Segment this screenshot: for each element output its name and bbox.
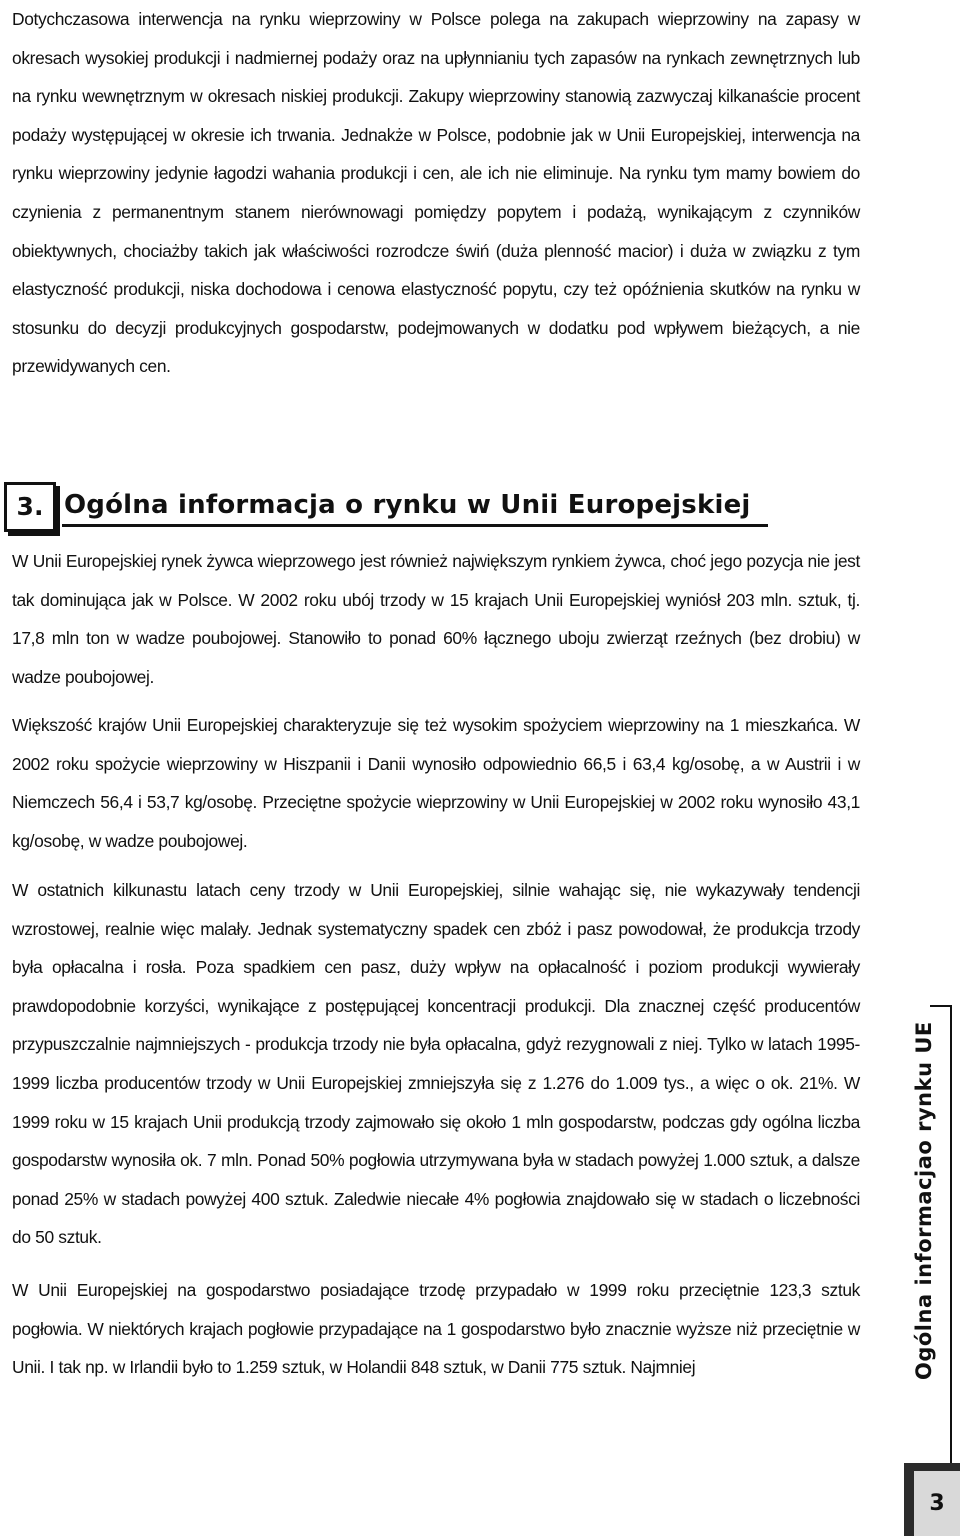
paragraph-prices-production: W ostatnich kilkunastu latach ceny trzody w Unii Europejskiej, silnie wahając się, nie wykazywały tendencji wzrostowej, realnie więc malały. Jednak systematyczny spadek cen zbóż i pasz powodował, że produkcja trzody była opłacalna i rosła. Poza spadkiem cen pasz, duży wpływ na opłacalność i poziom produkcji wywierały prawdopodobnie korzyści, wynikające z postępującej koncentracji produkcji. Dla znacznej część producentów przypuszczalnie najmniejszych - produkcja trzody nie była opłacalna, gdyż rezygnowali z niej. Tylko w latach 1995-1999 liczba producentów trzody w Unii Europejskiej zmniejszyła się z 1.276 do 1.009 tys., a więc o ok. 21%. W 1999 roku w 15 krajach Unii produkcją trzody zajmowało się około 1 mln gospodarstw, podczas gdy ogólna liczba gospodarstw wynosiła ok. 7 mln. Ponad 50% pogłowia utrzymywana była w stadach powyżej 1.000 sztuk, a dalsze ponad 25% w stadach powyżej 400 sztuk. Zaledwie niecałe 4% pogłowia znajdowało się w stadach o liczebności do 50 sztuk. xyxy=(12,880,860,1248)
paragraph-consumption: Większość krajów Unii Europejskiej charakteryzuje się też wysokim spożyciem wieprzowiny na 1 mieszkańca. W 2002 roku spożycie wieprzowiny w Hiszpanii i Danii wynosiło odpowiednio 66,5 i 63,4 kg/osobę, a w Austrii i w Niemczech 56,4 i 53,7 kg/osobę. Przeciętne spożycie wieprzowiny w Unii Europejskiej w 2002 roku wynosiło 43,1 kg/osobę, w wadze poubojowej. xyxy=(12,715,860,851)
paragraph-herd-size: W Unii Europejskiej na gospodarstwo posiadające trzodę przypadało w 1999 roku przeciętnie 123,3 sztuk pogłowia. W niektórych krajach pogłowie przypadające na 1 gospodarstwo było znacznie wyższe niż przeciętnie w Unii. I tak np. w Irlandii było to 1.259 sztuk, w Holandii 848 sztuk, w Danii 775 sztuk. Najmniej xyxy=(12,1280,860,1378)
sidebar-rule xyxy=(950,1005,952,1465)
page-number-tab xyxy=(904,1463,960,1536)
sidebar-chapter-text: Ogólna informacjao rynku UE xyxy=(912,1021,936,1380)
sidebar-rule-cap xyxy=(930,1005,952,1007)
sidebar-chapter-label xyxy=(905,1020,945,1380)
intro-paragraph: Dotychczasowa interwencja na rynku wieprzowiny w Polsce polega na zakupach wieprzowiny na zapasy w okresach wysokiej produkcji i nadmiernej podaży oraz na upłynnianiu tych zapasów na rynkach zewnętrznych lub na rynku wewnętrznym w okresach niskiej produkcji. Zakupy wieprzowiny stanowią zazwyczaj kilkanaście procent podaży występującej w okresie ich trwania. Jednakże w Polsce, podobnie jak w Unii Europejskiej, interwencja na rynku wieprzowiny jedynie łagodzi wahania produkcji i cen, ale ich nie eliminuje. Na rynku tym mamy bowiem do czynienia z permanentnym stanem nierównowagi pomiędzy popytem i podażą, wynikającym z czynników obiektywnych, chociażby takich jak właściwości rozrodcze świń (duża plenność macior) i duża w związku z tym elastyczność produkcji, niska dochodowa i cenowa elastyczność popytu, czy też opóźnienia skutków na rynku w stosunku do decyzji produkcyjnych gospodarstw, podejmowanych w dodatku pod wpływem bieżących, a nie przewidywanych cen. xyxy=(12,9,860,377)
section-number: 3. xyxy=(4,482,56,532)
section-underline xyxy=(62,524,768,527)
section-heading xyxy=(4,482,804,536)
page-number: 3 xyxy=(914,1471,960,1536)
section-title: Ogólna informacja o rynku w Unii Europejskiej xyxy=(64,490,751,520)
paragraph-market-overview: W Unii Europejskiej rynek żywca wieprzowego jest również największym rynkiem żywca, choć jego pozycja nie jest tak dominująca jak w Polsce. W 2002 roku ubój trzody w 15 krajach Unii Europejskiej wyniósł 203 mln. sztuk, tj. 17,8 mln ton w wadze poubojowej. Stanowiło to ponad 60% łącznego uboju zwierząt rzeźnych (bez drobiu) w wadze poubojowej. xyxy=(12,551,860,687)
